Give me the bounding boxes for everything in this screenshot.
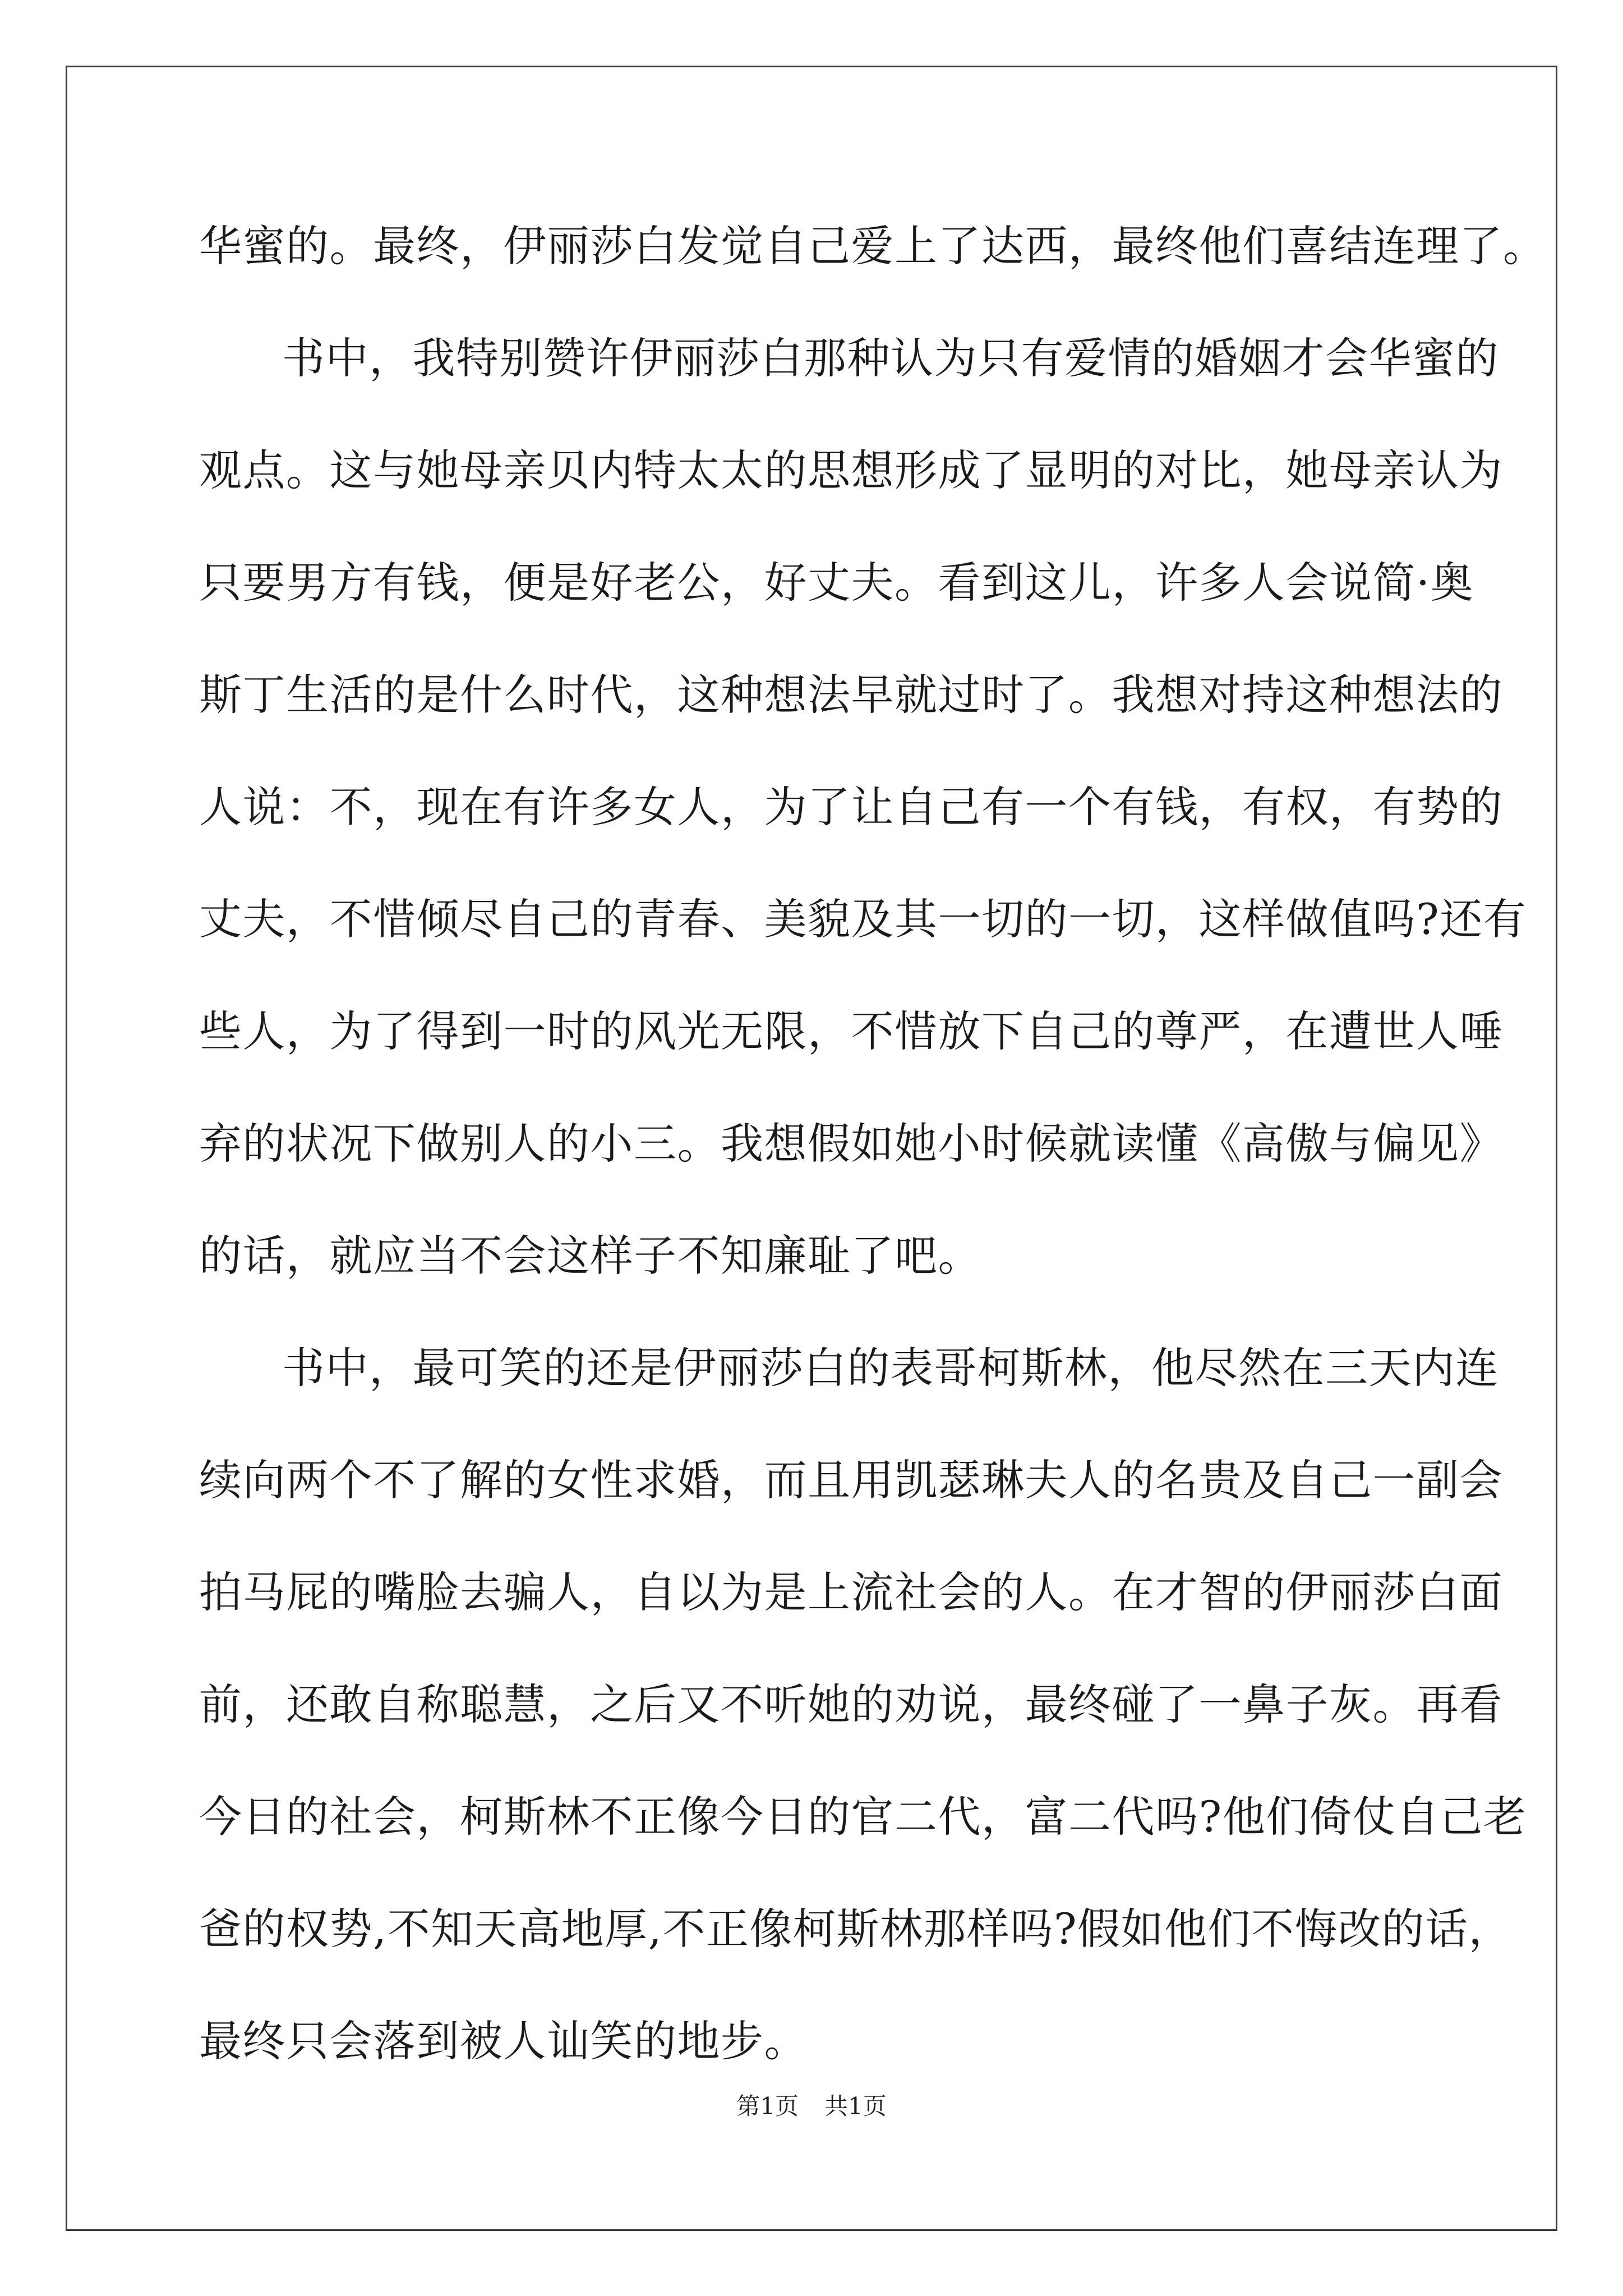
page-footer — [0, 2090, 1623, 2123]
text-line: 斯丁生活的是什么时代，这种想法早就过时了。我想对持这种想法的 — [199, 670, 1503, 720]
text-line: 观点。这与她母亲贝内特太太的思想形成了显明的对比，她母亲认为 — [199, 445, 1503, 495]
text-line: 书中，最可笑的还是伊丽莎白的表哥柯斯林，他尽然在三天内连 — [282, 1343, 1499, 1393]
text-line: 丈夫，不惜倾尽自己的青春、美貌及其一切的一切，这样做值吗?还有 — [199, 894, 1527, 944]
text-line: 续向两个不了解的女性求婚，而且用凯瑟琳夫人的名贵及自己一副会 — [199, 1455, 1503, 1505]
text-line: 的话，就应当不会这样子不知廉耻了吧。 — [199, 1231, 981, 1281]
text-line: 拍马屁的嘴脸去骗人，自以为是上流社会的人。在才智的伊丽莎白面 — [199, 1567, 1503, 1617]
text-line: 爸的权势,不知天高地厚,不正像柯斯林那样吗?假如他们不悔改的话， — [199, 1904, 1513, 1954]
text-line: 书中，我特别赞许伊丽莎白那种认为只有爱情的婚姻才会华蜜的 — [282, 333, 1499, 383]
text-line: 最终只会落到被人讪笑的地步。 — [199, 2016, 808, 2066]
page-number-current: 第1页 — [736, 2092, 799, 2120]
text-line: 只要男方有钱，便是好老公，好丈夫。看到这儿，许多人会说简·奥 — [199, 558, 1474, 608]
text-line: 些人，为了得到一时的风光无限，不惜放下自己的尊严，在遭世人唾 — [199, 1006, 1503, 1056]
page-number-total: 共1页 — [824, 2092, 887, 2120]
text-line: 华蜜的。最终，伊丽莎白发觉自己爱上了达西，最终他们喜结连理了。 — [199, 221, 1547, 271]
text-line: 今日的社会，柯斯林不正像今日的官二代，富二代吗?他们倚仗自己老 — [199, 1792, 1527, 1842]
text-line: 弃的状况下做别人的小三。我想假如她小时候就读懂《高傲与偏见》 — [199, 1119, 1503, 1168]
text-line: 人说：不，现在有许多女人，为了让自己有一个有钱，有权，有势的 — [199, 782, 1503, 832]
text-line: 前，还敢自称聪慧，之后又不听她的劝说，最终碰了一鼻子灰。再看 — [199, 1680, 1503, 1729]
